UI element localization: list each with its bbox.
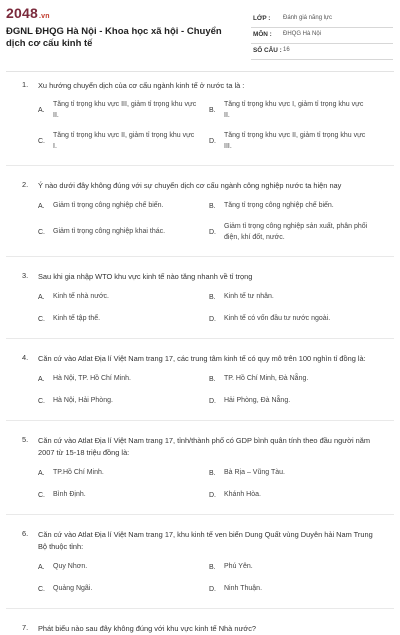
option-letter: C. [38,585,45,593]
question-list [0,80,400,635]
option-letter: A. [38,202,45,210]
answer-option-a[interactable] [38,467,209,479]
option-text: Tăng tỉ trọng khu vực I, giảm tỉ trọng khu vực II. [224,101,364,119]
question-7 [0,623,400,635]
question-text: Phát biểu nào sau đây không đúng với khu vực kinh tế Nhà nước? [38,624,257,633]
answer-option-a[interactable] [38,200,209,212]
site-logo[interactable] [6,5,50,21]
answer-option-c[interactable] [38,131,209,152]
answer-option-d[interactable] [209,313,380,325]
answer-option-c[interactable] [38,395,209,407]
option-letter: D. [209,315,216,323]
option-text: Quy Nhơn. [53,562,88,570]
option-letter: A. [38,293,45,301]
question-text: Xu hướng chuyển dịch của cơ cấu ngành kinh tế ở nước ta là : [38,81,245,90]
option-letter: A. [38,107,45,114]
answer-options [38,100,380,152]
option-letter: B. [209,107,216,114]
question-text: Căn cứ vào Atlat Địa lí Việt Nam trang 17, tỉnh/thành phố có GDP bình quân tính theo đầu người năm 2007 từ 15-18 triệu đồng là: [38,436,371,457]
document-title: ĐGNL ĐHQG Hà Nội - Khoa học xã hội - Chuyển dịch cơ cấu kinh tế [6,26,222,49]
meta-row-count [251,44,393,60]
answer-option-b[interactable] [209,100,380,121]
option-text: Phú Yên. [224,562,253,570]
answer-options [38,291,380,325]
logo-text: 2048 [6,5,38,21]
option-text: Kinh tế nhà nước. [53,292,109,300]
option-letter: C. [38,397,45,405]
option-letter: C. [38,315,45,323]
option-letter: B. [209,469,216,477]
option-text: Ninh Thuận. [224,584,263,592]
option-text: Hà Nội, TP. Hồ Chí Minh. [53,374,131,382]
meta-value: Đánh giá năng lực [283,15,333,21]
option-text: Hà Nội, Hải Phòng. [53,396,113,404]
option-text: Tăng tỉ trọng công nghiệp chế biến. [224,201,334,209]
answer-option-b[interactable] [209,561,380,573]
answer-option-a[interactable] [38,373,209,385]
answer-option-d[interactable] [209,131,380,152]
option-letter: B. [209,202,216,210]
answer-option-b[interactable] [209,373,380,385]
option-text: Tăng tỉ trọng khu vực II, giảm tỉ trọng khu vực III. [224,132,366,150]
option-letter: A. [38,563,45,571]
answer-option-d[interactable] [209,395,380,407]
answer-options [38,200,380,243]
option-letter: B. [209,563,216,571]
answer-option-c[interactable] [38,222,209,243]
option-letter: D. [209,397,216,405]
option-text: Tăng tỉ trọng khu vực II, giảm tỉ trọng khu vực I. [53,132,195,150]
answer-options [38,467,380,501]
option-letter: A. [38,375,45,383]
meta-key: LỚP : [253,15,271,22]
option-text: Kinh tế tập thể. [53,314,101,322]
question-number: 7. [22,623,29,632]
document-meta [251,12,393,60]
option-letter: C. [38,491,45,499]
answer-option-b[interactable] [209,200,380,212]
option-text: Quảng Ngãi. [53,584,93,592]
answer-option-d[interactable] [209,489,380,501]
answer-option-c[interactable] [38,583,209,595]
header-divider [6,71,394,72]
logo-suffix: .vn [38,13,50,20]
answer-option-a[interactable] [38,100,209,121]
option-letter: B. [209,293,216,301]
answer-option-b[interactable] [209,291,380,303]
question-2 [0,180,400,243]
meta-key: MÔN : [253,31,272,38]
question-number: 4. [22,353,29,362]
question-number: 3. [22,271,29,280]
meta-value: ĐHQG Hà Nội [283,31,322,37]
question-4 [0,353,400,407]
meta-row-subject [251,28,393,44]
question-3 [0,271,400,325]
option-text: TP.Hồ Chí Minh. [53,468,104,476]
option-letter: A. [38,469,45,477]
answer-option-a[interactable] [38,561,209,573]
meta-row-class [251,12,393,28]
question-number: 6. [22,529,29,538]
answer-options [38,373,380,407]
question-1 [0,80,400,152]
option-text: Kinh tế có vốn đầu tư nước ngoài. [224,314,331,322]
answer-option-c[interactable] [38,313,209,325]
question-number: 2. [22,180,29,189]
option-letter: D. [209,138,216,145]
meta-key: SỐ CÂU : [253,47,282,54]
answer-option-d[interactable] [209,583,380,595]
option-text: Bình Định. [53,490,86,498]
question-number: 1. [22,80,29,89]
option-text: Kinh tế tư nhân. [224,292,274,300]
question-number: 5. [22,435,29,444]
question-text: Sau khi gia nhập WTO khu vực kinh tế nào tăng nhanh về tỉ trọng [38,272,253,281]
meta-value: 16 [283,47,290,53]
answer-options [38,561,380,595]
option-letter: C. [38,229,45,236]
option-letter: C. [38,138,45,145]
option-text: Giảm tỉ trọng công nghiệp khai thác. [53,228,166,236]
question-text: Căn cứ vào Atlat Địa lí Việt Nam trang 17, các trung tâm kinh tế có quy mô trên 100 nghìn tỉ đồng là: [38,354,366,363]
option-text: TP. Hồ Chí Minh, Đà Nẵng. [224,374,309,382]
option-letter: D. [209,585,216,593]
option-text: Khánh Hòa. [224,490,261,498]
answer-option-d[interactable] [209,222,380,243]
option-letter: D. [209,229,216,236]
option-text: Giảm tỉ trọng công nghiệp sản xuất, phân phối điện, khí đốt, nước. [224,223,368,241]
answer-option-b[interactable] [209,467,380,479]
option-text: Giảm tỉ trọng công nghiệp chế biến. [53,201,164,209]
question-5 [0,435,400,501]
answer-option-c[interactable] [38,489,209,501]
option-letter: B. [209,375,216,383]
question-text: Ý nào dưới đây không đúng với sự chuyển dịch cơ cấu ngành công nghiệp nước ta hiện nay [38,181,342,190]
option-letter: D. [209,491,216,499]
option-text: Hải Phòng, Đà Nẵng. [224,396,291,404]
answer-option-a[interactable] [38,291,209,303]
option-text: Tăng tỉ trọng khu vực III, giảm tỉ trọng khu vực II. [53,101,197,119]
question-text: Căn cứ vào Atlat Địa lí Việt Nam trang 17, khu kinh tế ven biển Dung Quất vùng Duyên hải Nam Trung Bộ thuộc tỉnh: [38,530,373,551]
question-6 [0,529,400,595]
option-text: Bà Rịa – Vũng Tàu. [224,468,285,476]
page-header [0,0,400,64]
